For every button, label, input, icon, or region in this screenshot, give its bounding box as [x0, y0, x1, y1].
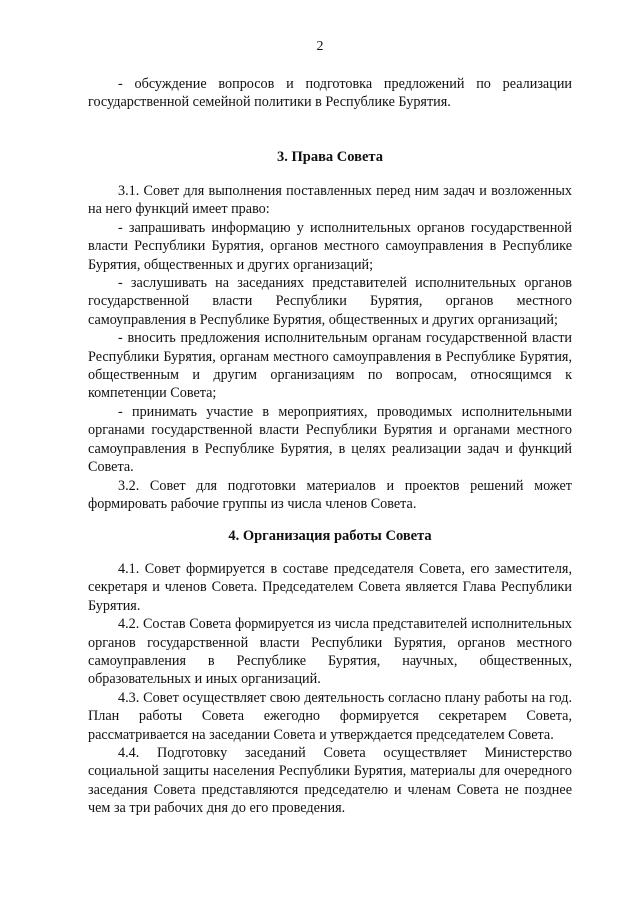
list-item-request-info: - запрашивать информацию у исполнительных органов государственной власти Республики Бурятия, органов местного самоуправления в Республике Бурятия, общественных и других организаций; — [88, 219, 572, 273]
section-3-body — [88, 182, 572, 513]
section-4-body — [88, 560, 572, 818]
list-item-participate-events: - принимать участие в мероприятиях, проводимых исполнительными органами государственной власти Республики Бурятия и органами местного самоуправления в Республике Бурятия, в целях реализации задач и функций Совета. — [88, 403, 572, 476]
section-3-heading: 3. Права Совета — [277, 149, 383, 165]
paragraph-4-3: 4.3. Совет осуществляет свою деятельность согласно плану работы на год. План работы Совета ежегодно формируется секретарем Совета, рассматривается на заседании Совета и утверждается председателем Совета. — [88, 689, 572, 743]
paragraph-4-4: 4.4. Подготовку заседаний Совета осуществляет Министерство социальной защиты населения Республики Бурятия, материалы для очередного заседания Совета представляются председателю и членам Совета не позднее чем за три рабочих дня до его проведения. — [88, 745, 572, 817]
list-item-hear-representatives: - заслушивать на заседаниях представителей исполнительных органов государственной власти Республики Бурятия, органов местного самоуправления в Республике Бурятия, общественных и других организаций; — [88, 275, 572, 328]
page-number: 2 — [316, 39, 324, 54]
list-item-submit-proposals: - вносить предложения исполнительным органам государственной власти Республики Бурятия, органам местного самоуправления в Республике Бурятия, общественным и другим организациям по вопросам, относящимся к компетенции Совета; — [88, 330, 572, 402]
paragraph-4-2: 4.2. Состав Совета формируется из числа представителей исполнительных органов государственной власти Республики Бурятия, органов местного самоуправления в Республике Бурятия, научных, общественных, образовательных и иных организаций. — [88, 616, 572, 688]
intro-block — [88, 75, 572, 112]
section-4-heading: 4. Организация работы Совета — [228, 528, 432, 544]
intro-paragraph: - обсуждение вопросов и подготовка предложений по реализации государственной семейной политики в Республике Бурятия. — [88, 76, 572, 111]
paragraph-3-1: 3.1. Совет для выполнения поставленных перед ним задач и возложенных на него функций имеет право: — [88, 183, 572, 218]
paragraph-4-1: 4.1. Совет формируется в составе председателя Совета, его заместителя, секретаря и членов Совета. Председателем Совета является Глава Республики Бурятия. — [88, 561, 572, 614]
paragraph-3-2: 3.2. Совет для подготовки материалов и проектов решений может формировать рабочие группы из числа членов Совета. — [88, 477, 572, 512]
